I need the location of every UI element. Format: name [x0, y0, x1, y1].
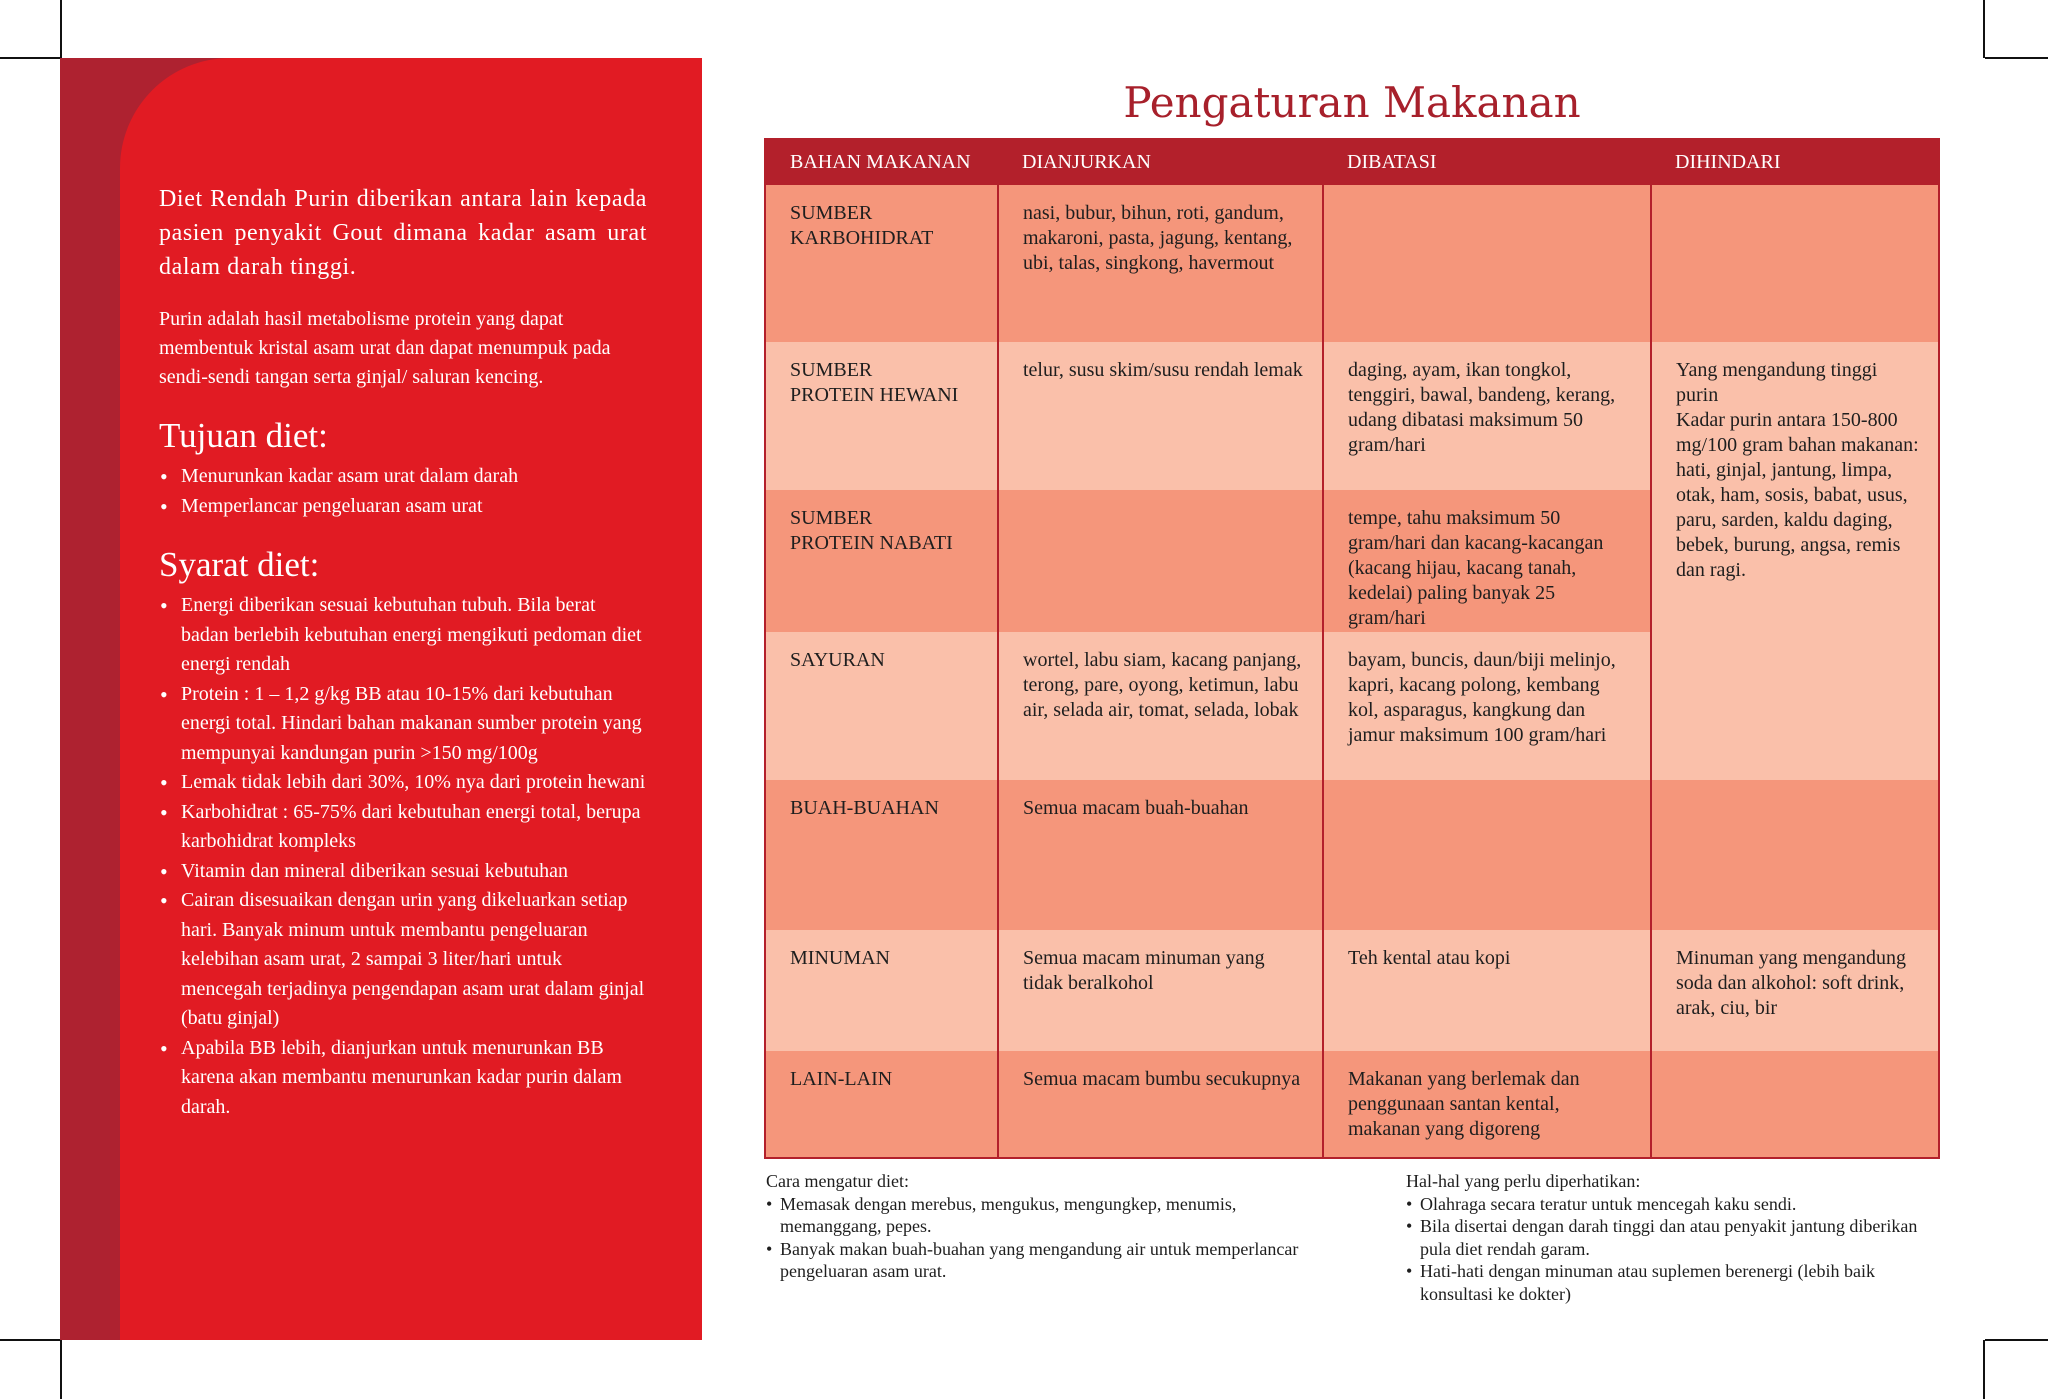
- cell-bahan: SAYURAN: [766, 632, 998, 780]
- notes-cara-title: Cara mengatur diet:: [766, 1171, 909, 1191]
- cell-dibatasi: [1323, 185, 1651, 342]
- cell-dibatasi: [1323, 780, 1651, 930]
- cell-dianjurkan: Semua macam buah-buahan: [998, 780, 1323, 930]
- table-row: [766, 1051, 1938, 1157]
- crop-mark-bottom-left-h: [0, 1339, 60, 1341]
- notes-cara-mengatur: [766, 1170, 1326, 1283]
- cell-dianjurkan: Semua macam minuman yang tidak beralkohol: [998, 930, 1323, 1051]
- cell-dihindari: Minuman yang mengandung soda dan alkohol: soft drink, arak, ciu, bir: [1651, 930, 1938, 1051]
- cell-bahan: BUAH-BUAHAN: [766, 780, 998, 930]
- crop-mark-top-right-h: [1985, 57, 2048, 59]
- cell-dibatasi: tempe, tahu maksimum 50 gram/hari dan kacang-kacangan (kacang hijau, kacang tanah, kedelai) paling banyak 25 gram/hari: [1323, 490, 1651, 632]
- cell-dihindari-protein: Yang mengandung tinggi purin Kadar purin antara 150-800 mg/100 gram bahan makanan: hati, ginjal, jantung, limpa, otak, ham, sosis, babat, usus, paru, sarden, kaldu daging, bebek, burung, angsa, remis dan ragi.: [1651, 342, 1938, 780]
- notes-hal-title: Hal-hal yang perlu diperhatikan:: [1406, 1171, 1641, 1191]
- table-row: [766, 342, 1938, 490]
- tujuan-item: • Menurunkan kadar asam urat dalam darah: [159, 462, 647, 492]
- column-header-dibatasi: DIBATASI: [1347, 151, 1437, 173]
- cell-dianjurkan: wortel, labu siam, kacang panjang, terong, pare, oyong, ketimun, labu air, selada air, tomat, selada, lobak: [998, 632, 1323, 780]
- tujuan-list: [159, 462, 647, 521]
- column-header-dihindari: DIHINDARI: [1675, 151, 1781, 173]
- intro-lead: Diet Rendah Purin diberikan antara lain kepada pasien penyakit Gout dimana kadar asam urat dalam darah tinggi.: [159, 186, 647, 280]
- syarat-item: • Protein : 1 – 1,2 g/kg BB atau 10-15% dari kebutuhan energi total. Hindari bahan makanan sumber protein yang mempunyai kandungan purin >150 mg/100g: [159, 680, 647, 769]
- crop-mark-bottom-right-v: [1983, 1340, 1985, 1399]
- page-title: Pengaturan Makanan: [1123, 78, 1581, 127]
- syarat-item: • Lemak tidak lebih dari 30%, 10% nya dari protein hewani: [159, 768, 647, 798]
- notes-cara-item: • Banyak makan buah-buahan yang mengandung air untuk memperlancar pengeluaran asam urat.: [766, 1238, 1326, 1283]
- table-header-row: [766, 140, 1938, 185]
- syarat-item: • Energi diberikan sesuai kebutuhan tubuh. Bila berat badan berlebih kebutuhan energi mengikuti pedoman diet energi rendah: [159, 591, 647, 680]
- tujuan-item: • Memperlancar pengeluaran asam urat: [159, 492, 647, 522]
- notes-perlu-diperhatikan: [1406, 1170, 1936, 1305]
- intro-body: Purin adalah hasil metabolisme protein yang dapat membentuk kristal asam urat dan dapat menumpuk pada sendi-sendi tangan serta ginjal/ saluran kencing.: [159, 308, 611, 388]
- cell-bahan: SUMBER PROTEIN HEWANI: [766, 342, 998, 490]
- column-header-dianjurkan: DIANJURKAN: [1022, 151, 1151, 173]
- notes-hal-item: • Olahraga secara teratur untuk mencegah kaku sendi.: [1406, 1193, 1936, 1216]
- cell-dihindari: [1651, 1051, 1938, 1157]
- table-row: [766, 185, 1938, 342]
- cell-bahan: LAIN-LAIN: [766, 1051, 998, 1157]
- syarat-item: • Apabila BB lebih, dianjurkan untuk menurunkan BB karena akan membantu menurunkan kadar purin dalam darah.: [159, 1034, 647, 1123]
- syarat-list: [159, 591, 647, 1122]
- cell-bahan: MINUMAN: [766, 930, 998, 1051]
- cell-dibatasi: daging, ayam, ikan tongkol, tenggiri, bawal, bandeng, kerang, udang dibatasi maksimum 50 gram/hari: [1323, 342, 1651, 490]
- diet-table: [766, 140, 1938, 1157]
- syarat-item: • Cairan disesuaikan dengan urin yang dikeluarkan setiap hari. Banyak minum untuk membantu pengeluaran kelebihan asam urat, 2 sampai 3 liter/hari untuk mencegah terjadinya pengendapan asam urat dalam ginjal (batu ginjal): [159, 886, 647, 1034]
- cell-dihindari: [1651, 780, 1938, 930]
- cell-dianjurkan: nasi, bubur, bihun, roti, gandum, makaroni, pasta, jagung, kentang, ubi, talas, singkong, havermout: [998, 185, 1323, 342]
- crop-mark-top-left-v: [60, 0, 62, 58]
- cell-dibatasi: Teh kental atau kopi: [1323, 930, 1651, 1051]
- table-row: [766, 930, 1938, 1051]
- left-content: [159, 182, 647, 1146]
- syarat-heading: Syarat diet:: [159, 545, 320, 584]
- cell-dianjurkan: Semua macam bumbu secukupnya: [998, 1051, 1323, 1157]
- crop-mark-bottom-left-v: [60, 1340, 62, 1399]
- notes-hal-list: [1406, 1193, 1936, 1306]
- table-row: [766, 780, 1938, 930]
- cell-bahan: SUMBER PROTEIN NABATI: [766, 490, 998, 632]
- cell-dibatasi: bayam, buncis, daun/biji melinjo, kapri, kacang polong, kembang kol, asparagus, kangkung dan jamur maksimum 100 gram/hari: [1323, 632, 1651, 780]
- syarat-item: • Vitamin dan mineral diberikan sesuai kebutuhan: [159, 857, 647, 887]
- column-header-bahan: BAHAN MAKANAN: [790, 151, 971, 173]
- notes-cara-item: • Memasak dengan merebus, mengukus, mengungkep, menumis, memanggang, pepes.: [766, 1193, 1326, 1238]
- cell-dianjurkan: telur, susu skim/susu rendah lemak: [998, 342, 1323, 490]
- tujuan-heading: Tujuan diet:: [159, 416, 328, 455]
- notes-hal-item: • Bila disertai dengan darah tinggi dan atau penyakit jantung diberikan pula diet rendah garam.: [1406, 1215, 1936, 1260]
- notes-hal-item: • Hati-hati dengan minuman atau suplemen berenergi (lebih baik konsultasi ke dokter): [1406, 1260, 1936, 1305]
- notes-cara-list: [766, 1193, 1326, 1283]
- crop-mark-top-right-v: [1983, 0, 1985, 58]
- cell-bahan: SUMBER KARBOHIDRAT: [766, 185, 998, 342]
- syarat-item: • Karbohidrat : 65-75% dari kebutuhan energi total, berupa karbohidrat kompleks: [159, 798, 647, 857]
- crop-mark-bottom-right-h: [1985, 1339, 2048, 1341]
- cell-dihindari: [1651, 185, 1938, 342]
- cell-dibatasi: Makanan yang berlemak dan penggunaan santan kental, makanan yang digoreng: [1323, 1051, 1651, 1157]
- crop-mark-top-left-h: [0, 57, 60, 59]
- cell-dianjurkan: [998, 490, 1323, 632]
